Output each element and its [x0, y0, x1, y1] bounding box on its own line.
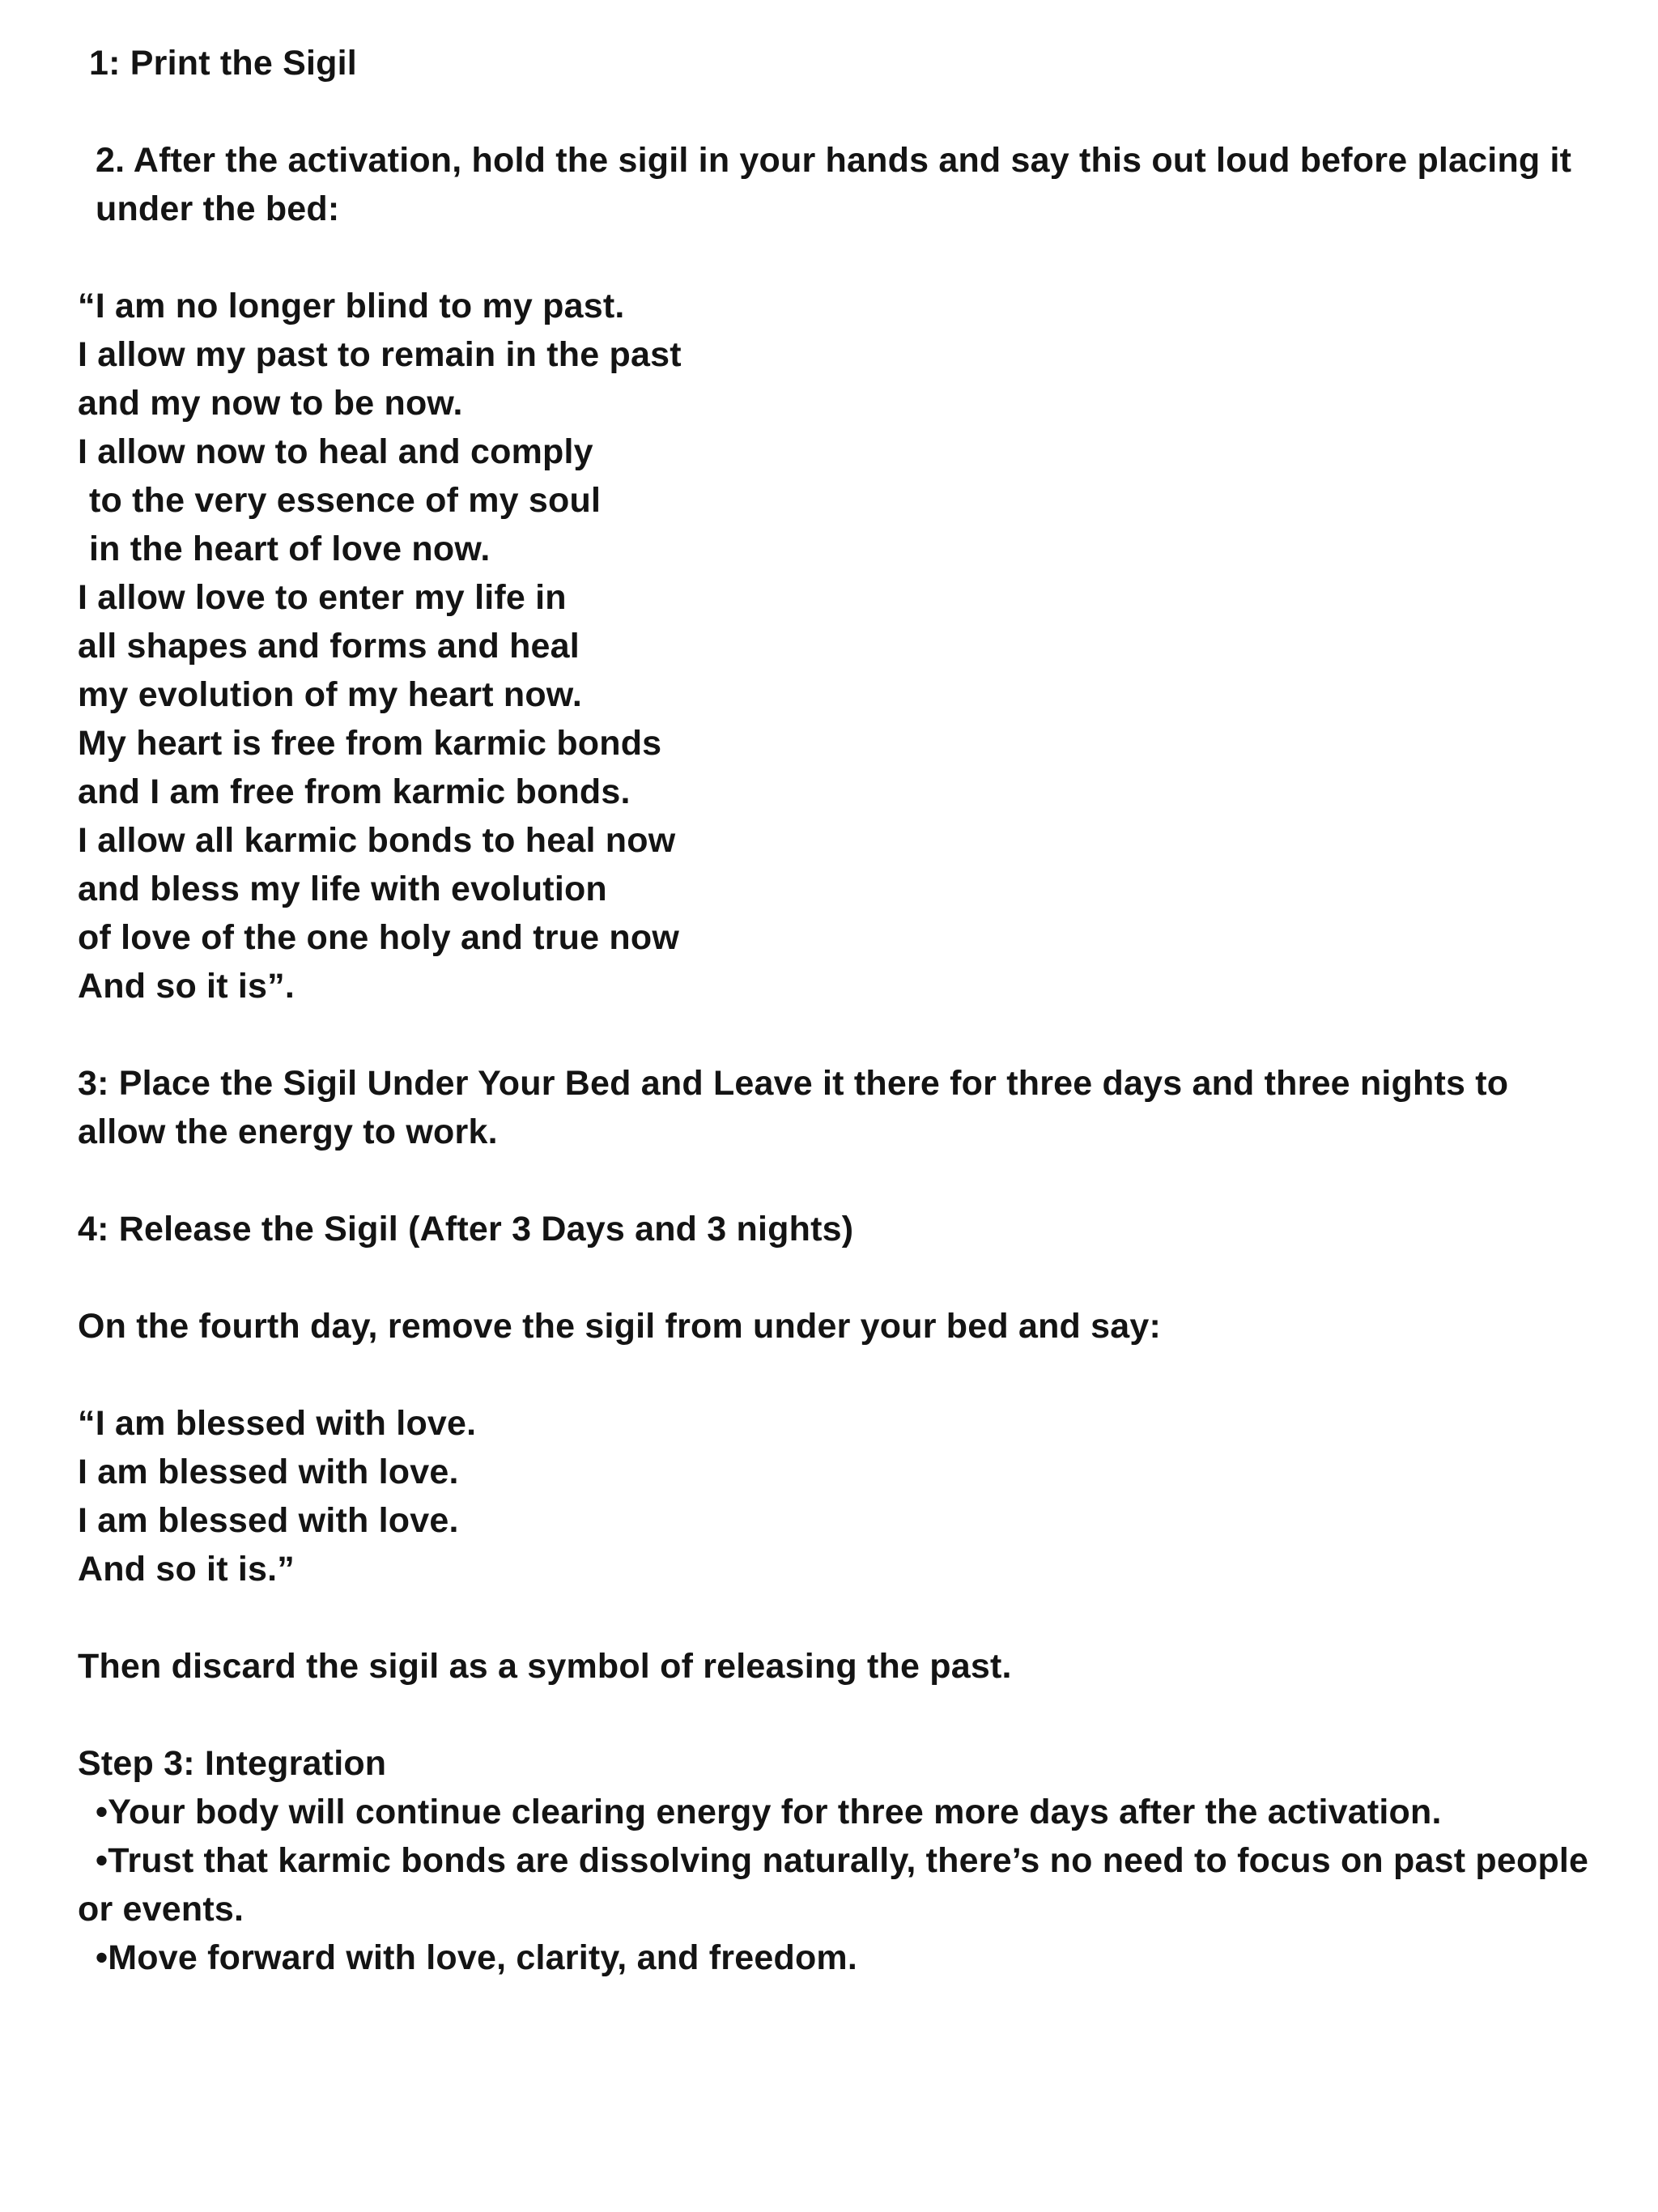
spacer	[78, 1351, 1616, 1399]
affirmation-1-line: to the very essence of my soul	[89, 481, 602, 520]
affirmation-2-line: “I am blessed with love.	[78, 1404, 477, 1443]
spacer	[78, 233, 1616, 282]
integration-bullet: •Move forward with love, clarity, and freedom.	[96, 1938, 857, 1977]
affirmation-1-line: I allow all karmic bonds to heal now	[78, 821, 676, 860]
affirmation-1	[78, 282, 1616, 1010]
integration-bullet: •Trust that karmic bonds are dissolving naturally, there’s no need to focus on past people or events.	[78, 1841, 1599, 1929]
step-2-text: 2. After the activation, hold the sigil in your hands and say this out loud before placing it under the bed:	[96, 141, 1582, 228]
step-3-text: 3: Place the Sigil Under Your Bed and Leave it there for three days and three nights to allow the energy to work.	[78, 1064, 1519, 1151]
spacer	[78, 1156, 1616, 1205]
affirmation-1-line: of love of the one holy and true now	[78, 918, 679, 957]
integration-title: Step 3: Integration	[78, 1744, 387, 1783]
affirmation-1-line: my evolution of my heart now.	[78, 675, 583, 714]
discard-text: Then discard the sigil as a symbol of releasing the past.	[78, 1647, 1012, 1686]
affirmation-1-line: “I am no longer blind to my past.	[78, 287, 625, 325]
affirmation-2-line: I am blessed with love.	[78, 1453, 459, 1491]
affirmation-1-line: and my now to be now.	[78, 384, 463, 423]
step-4-instruction: On the fourth day, remove the sigil from under your bed and say:	[78, 1307, 1162, 1346]
integration-bullet: •Your body will continue clearing energy for three more days after the activation.	[96, 1793, 1442, 1831]
document-body	[78, 39, 1616, 1982]
spacer	[78, 87, 1616, 136]
spacer	[78, 1010, 1616, 1059]
step-1-title: 1: Print the Sigil	[89, 44, 357, 83]
affirmation-1-line: I allow my past to remain in the past	[78, 335, 682, 374]
affirmation-2-line: And so it is.”	[78, 1550, 295, 1589]
integration-list	[78, 1788, 1616, 1982]
affirmation-2-line: I am blessed with love.	[78, 1501, 459, 1540]
affirmation-1-line: in the heart of love now.	[89, 530, 491, 568]
affirmation-2	[78, 1399, 1616, 1593]
affirmation-1-line: and bless my life with evolution	[78, 870, 607, 908]
spacer	[78, 1691, 1616, 1739]
affirmation-1-line: all shapes and forms and heal	[78, 627, 580, 666]
affirmation-1-line: and I am free from karmic bonds.	[78, 772, 631, 811]
affirmation-1-line: I allow love to enter my life in	[78, 578, 567, 617]
step-4-title: 4: Release the Sigil (After 3 Days and 3 nights)	[78, 1210, 854, 1249]
affirmation-1-line: I allow now to heal and comply	[78, 432, 593, 471]
affirmation-1-line: My heart is free from karmic bonds	[78, 724, 662, 763]
spacer	[78, 1593, 1616, 1642]
spacer	[78, 1253, 1616, 1302]
affirmation-1-line: And so it is”.	[78, 967, 295, 1006]
